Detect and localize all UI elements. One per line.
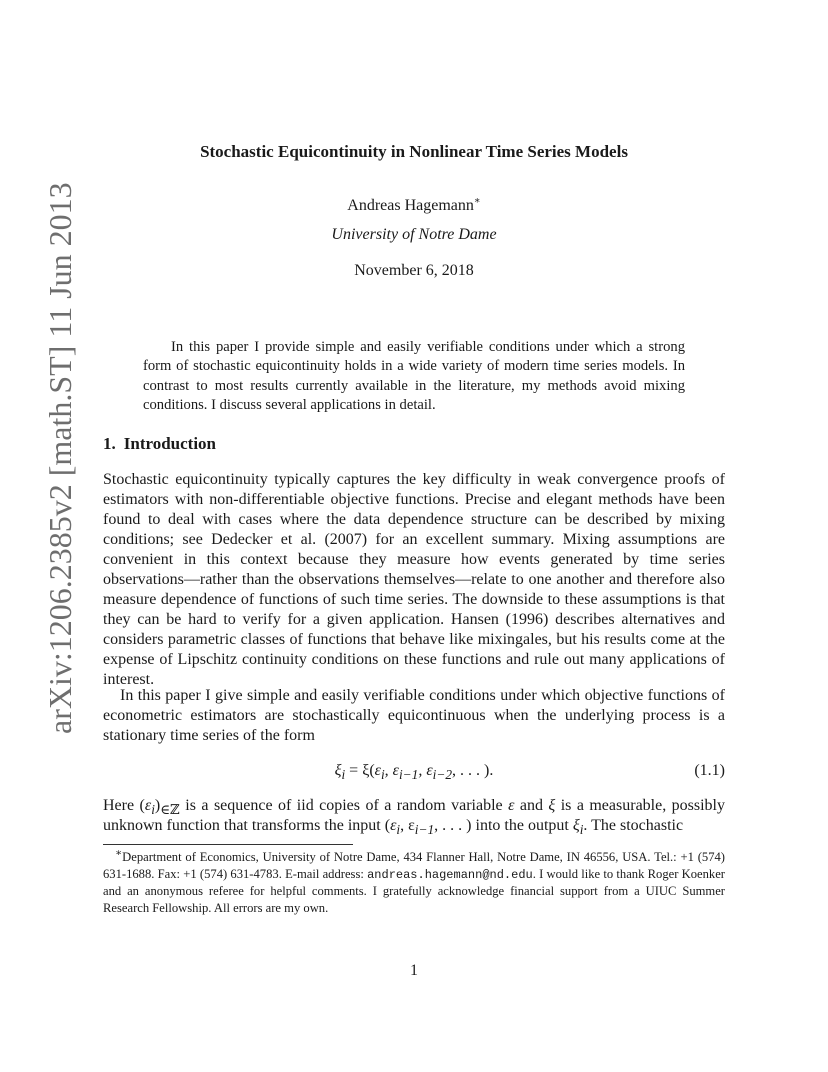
section-title: Introduction (123, 434, 217, 453)
affiliation: University of Notre Dame (331, 226, 497, 243)
author-line (0, 197, 828, 215)
footnote-rule (103, 844, 353, 845)
section-heading (103, 434, 216, 454)
email-address: andreas.hagemann@nd.edu (367, 867, 533, 882)
footnote-mark: ∗ (115, 847, 123, 859)
paragraph-2: In this paper I give simple and easily verifiable conditions under which objective functions of econometric estimators are stochastically equicontinuous when the underlying process is a stationary time series of the form (103, 687, 725, 744)
paper-title: Stochastic Equicontinuity in Nonlinear Time Series Models (200, 142, 628, 161)
author-footnote-mark: ∗ (473, 195, 481, 207)
footnote: ∗Department of Economics, University of Notre Dame, 434 Flanner Hall, Notre Dame, IN 46556, USA. Tel.: +1 (574) 631-1688. Fax: +1 (574) 631-4783. E-mail address: andreas.hagemann@nd.edu. I would like to thank Roger Koenker and an anonymous referee for helpful comments. I gratefully acknowledge financial support from a UIUC Summer Research Fellowship. All errors are my own. (103, 847, 725, 915)
paper-date: November 6, 2018 (354, 262, 474, 279)
paragraph-3: Here $(\varepsilon_i)_{\in ℤ}$ is a sequence of iid copies of a random variable ε and ξ is a measurable, possibly unknown function that transforms the input ($\varepsilon_i$, $\varepsilon_{i-1}$, . . . ) into the output $\xi_i$. The stochastic (103, 797, 726, 838)
equation-body: $\xi_i = \xi(\varepsilon_i$, $\varepsilon_{i-1}$, $\varepsilon_{i-2}$, . . . ). (334, 762, 494, 783)
paragraph-1: Stochastic equicontinuity typically captures the key difficulty in weak convergence proofs of estimators with non-differentiable objective functions. Precise and elegant methods have been found to deal with cases where the data dependence structure can be described by mixing conditions; see Dedecker et al. (2007) for an excellent summary. Mixing assumptions are convenient in this context because they measure how events generated by time series observations—rather than the observations themselves—relate to one another and therefore also measure dependence of functions of such time series. The downside to these assumptions is that they can be hard to verify for a given application. Hansen (1996) describes alternatives and considers parametric classes of functions that behave like mixingales, but his results come at the expense of Lipschitz continuity conditions on these functions and rule out many applications of interest. (103, 471, 725, 688)
arxiv-stamp: arXiv:1206.2385v2 [math.ST] 11 Jun 2013 (42, 182, 78, 734)
equation-label: (1.1) (694, 762, 725, 779)
author-name: Andreas Hagemann (347, 197, 474, 214)
section-number: 1. (103, 434, 116, 453)
abstract: In this paper I provide simple and easily verifiable conditions under which a strong form of stochastic equicontinuity holds in a wide variety of modern time series models. In contrast to most results currently available in the literature, my methods avoid mixing conditions. I discuss several applications in detail. (143, 339, 685, 413)
equation-1-1 (103, 762, 725, 784)
page-number: 1 (410, 962, 418, 979)
